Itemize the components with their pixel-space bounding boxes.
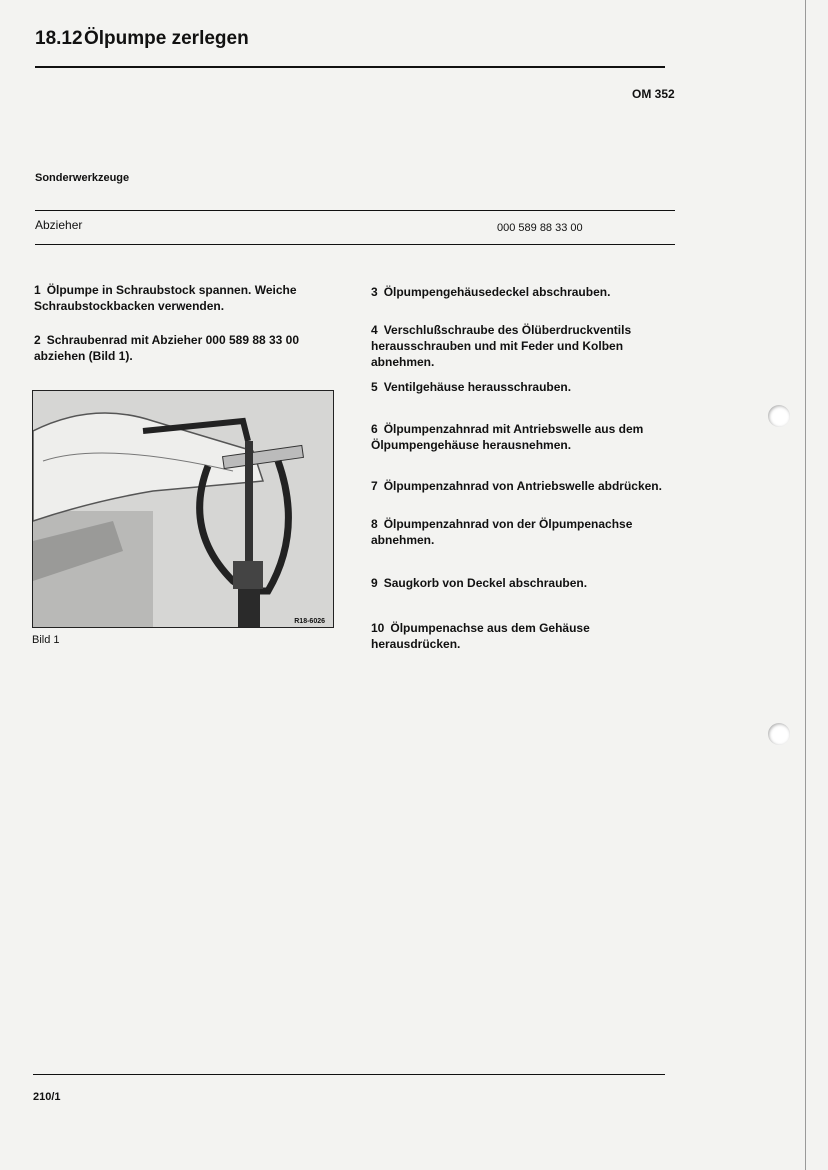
step-text: Saugkorb von Deckel abschrauben. bbox=[383, 576, 588, 590]
page-edge-line bbox=[805, 0, 806, 1170]
figure-caption: Bild 1 bbox=[32, 634, 60, 646]
special-tools-heading: Sonderwerkzeuge bbox=[35, 172, 130, 184]
tool-part-number: 000 589 88 33 00 bbox=[497, 222, 583, 234]
step-1 bbox=[34, 282, 336, 314]
tool-name: Abzieher bbox=[35, 218, 83, 232]
engine-model: OM 352 bbox=[632, 87, 675, 101]
step-number: 1 bbox=[34, 283, 41, 297]
section-number: 18.12 bbox=[35, 28, 83, 49]
step-number: 4 bbox=[371, 323, 378, 337]
step-6 bbox=[371, 421, 676, 453]
punch-hole-bottom bbox=[768, 723, 790, 745]
step-text: Schraubenrad mit Abzieher 000 589 88 33 00 abziehen (Bild 1). bbox=[34, 333, 300, 363]
puller-illustration bbox=[33, 391, 333, 627]
step-text: Verschlußschraube des Ölüberdruckventils herausschrauben und mit Feder und Kolben abnehmen. bbox=[371, 323, 632, 369]
step-8 bbox=[371, 516, 676, 548]
step-text: Ölpumpe in Schraubstock spannen. Weiche Schraubstockbacken verwenden. bbox=[34, 283, 297, 313]
step-number: 9 bbox=[371, 576, 378, 590]
step-number: 5 bbox=[371, 380, 378, 394]
tools-bottom-rule bbox=[35, 244, 675, 245]
page-title: Ölpumpe zerlegen bbox=[84, 28, 249, 49]
step-text: Ölpumpenzahnrad von der Ölpumpenachse abnehmen. bbox=[371, 517, 633, 547]
footer-rule bbox=[33, 1074, 665, 1075]
step-number: 2 bbox=[34, 333, 41, 347]
step-2 bbox=[34, 332, 336, 364]
step-text: Ölpumpenzahnrad mit Antriebswelle aus dem Ölpumpengehäuse herausnehmen. bbox=[371, 422, 644, 452]
step-4 bbox=[371, 322, 676, 370]
step-text: Ölpumpengehäusedeckel abschrauben. bbox=[383, 285, 611, 299]
step-number: 8 bbox=[371, 517, 378, 531]
step-3 bbox=[371, 284, 676, 300]
step-number: 7 bbox=[371, 479, 378, 493]
step-7 bbox=[371, 478, 676, 494]
page-number: 210/1 bbox=[33, 1091, 61, 1103]
punch-hole-top bbox=[768, 405, 790, 427]
step-text: Ölpumpenzahnrad von Antriebswelle abdrücken. bbox=[383, 479, 662, 493]
step-9 bbox=[371, 575, 676, 591]
figure-reference-code: R18-6026 bbox=[294, 618, 325, 625]
step-number: 6 bbox=[371, 422, 378, 436]
figure-puller-photo bbox=[32, 390, 334, 628]
step-number: 3 bbox=[371, 285, 378, 299]
step-text: Ölpumpenachse aus dem Gehäuse herausdrücken. bbox=[371, 621, 590, 651]
tools-top-rule bbox=[35, 210, 675, 211]
step-10 bbox=[371, 620, 676, 652]
step-5 bbox=[371, 379, 676, 395]
step-text: Ventilgehäuse herausschrauben. bbox=[383, 380, 572, 394]
step-number: 10 bbox=[371, 621, 385, 635]
title-rule bbox=[35, 66, 665, 68]
